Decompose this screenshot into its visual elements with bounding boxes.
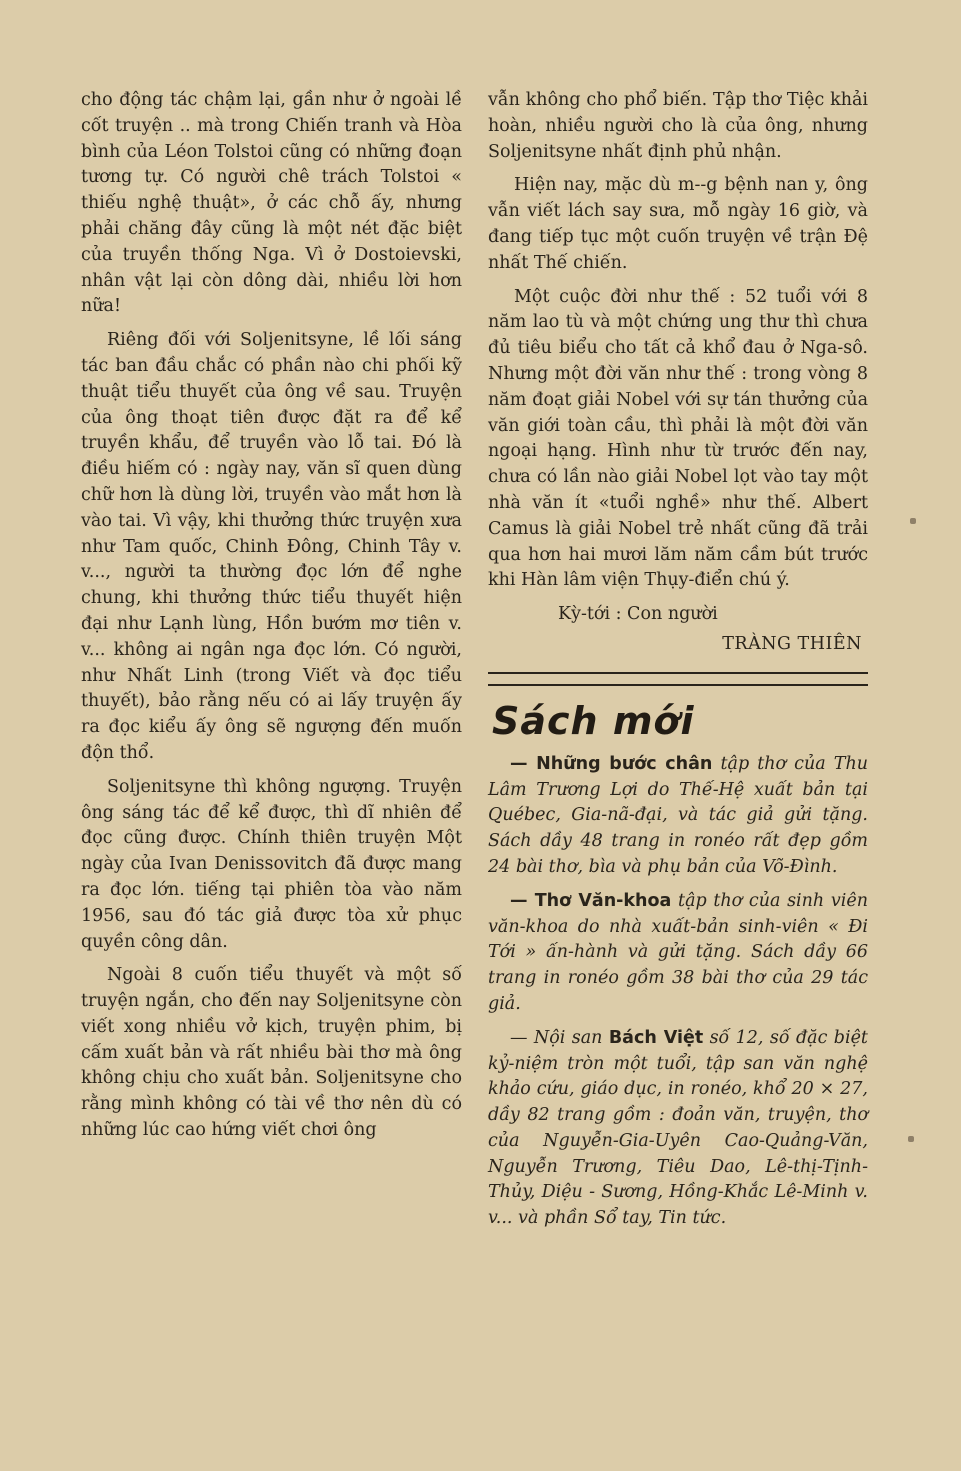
book-description: tập thơ của Thu Lâm Trương Lợi do Thế-Hệ xuất bản tại Québec, Gia-nã-đại, và tác giả gửi tặng. Sách dầy 48 trang in ronéo rất đẹp gồm 24 bài thơ, bìa và phụ bản của Võ-Đình. bbox=[488, 753, 868, 877]
article-paragraph: Soljenitsyne thì không ngượng. Truyện ông sáng tác để kể được, thì dĩ nhiên để đọc cũng được. Chính thiên truyện Một ngày của Ivan Denissovitch đã được mang ra đọc lớn. tiếng tại phiên tòa vào năm 1956, sau đó tác giả được tòa xử phục quyền công dân. bbox=[81, 776, 462, 952]
book-description: tập thơ của sinh viên văn-khoa do nhà xuất-bản sinh-viên « Đi Tới » ấn-hành và gửi tặng. Sách dầy 66 trang in ronéo gồm 38 bài thơ của 29 tác giả. bbox=[488, 890, 868, 1014]
article-paragraph: vẫn không cho phổ biến. Tập thơ Tiệc khải hoàn, nhiều người cho là của ông, nhưng Soljenitsyne nhất định phủ nhận. bbox=[488, 90, 868, 162]
book-title: — Những bước chân bbox=[510, 753, 713, 774]
article-paragraph: cho động tác chậm lại, gần như ở ngoài lề cốt truyện .. mà trong Chiến tranh và Hòa bình của Léon Tolstoi cũng có những đoạn tương tự. Có người chê trách Tolstoi « thiếu nghệ thuật», ở các chỗ ấy, nhưng phải chăng đây cũng là một nét đặc biệt của truyền thống Nga. Vì ở Dostoievski, nhân vật lại còn dông dài, nhiều lời hơn nữa! bbox=[81, 90, 462, 317]
book-title: Bách Việt bbox=[608, 1027, 704, 1048]
next-issue-note: Kỳ-tới : Con người bbox=[558, 604, 718, 625]
book-title: — Thơ Văn-khoa bbox=[510, 890, 672, 911]
author-signature: TRÀNG THIÊN bbox=[722, 633, 862, 654]
right-column bbox=[488, 88, 868, 1232]
section-divider bbox=[488, 672, 868, 686]
article-paragraph: Riêng đối với Soljenitsyne, lề lối sáng tác ban đầu chắc có phần nào chi phối kỹ thuật tiểu thuyết của ông về sau. Truyện của ông thoạt tiên được đặt ra để kể truyền khẩu, để truyền vào lỗ tai. Đó là điều hiếm có : ngày nay, văn sĩ quen dùng chữ hơn là dùng lời, truyền vào mắt hơn là vào tai. Vì vậy, khi thưởng thức truyện xưa như Tam quốc, Chinh Đông, Chinh Tây v. v..., người ta thường đọc lớn để nghe chung, khi thưởng thức tiểu thuyết hiện đại như Lạnh lùng, Hồn bướm mơ tiên v. v... không ai ngân nga đọc lớn. Có người, như Nhất Linh (trong Viết và đọc tiểu thuyết), bảo rằng nếu có ai lấy truyện ấy ra đọc kiểu ấy ông sẽ ngượng đến muốn độn thổ. bbox=[81, 330, 462, 763]
left-column bbox=[81, 88, 462, 1144]
article-paragraph: Ngoài 8 cuốn tiểu thuyết và một số truyện ngắn, cho đến nay Soljenitsyne còn viết xong nhiều vở kịch, truyện phim, bị cấm xuất bản và rất nhiều bài thơ mà ông không chịu cho xuất bản. Soljenitsyne cho rằng mình không có tài về thơ nên dù có những lúc cao hứng viết chơi ông bbox=[81, 965, 462, 1141]
book-description: số 12, số đặc biệt kỷ-niệm tròn một tuổi, tập san văn nghệ khảo cứu, giáo dục, in ronéo, khổ 20 × 27, dầy 82 trang gồm : đoản văn, truyện, thơ của Nguyễn-Gia-Uyên Cao-Quảng-Văn, Nguyễn Trương, Tiêu Dao, Lê-thị-Tịnh-Thủy, Diệu - Sương, Hồng-Khắc Lê-Minh v. v... và phần Sổ tay, Tin tức. bbox=[488, 1027, 868, 1229]
article-paragraph: Một cuộc đời như thế : 52 tuổi với 8 năm lao tù và một chứng ung thư thì chưa đủ tiêu biểu cho tất cả khổ đau ở Nga-sô. Nhưng một đời văn như thế : trong vòng 8 năm đoạt giải Nobel với sự tán thưởng của văn giới toàn cầu, thì phải là một đời văn ngoại hạng. Hình như từ trước đến nay, chưa có lần nào giải Nobel lọt vào tay một nhà văn ít «tuổi nghề» như thế. Albert Camus là giải Nobel trẻ nhất cũng đã trải qua hơn hai mươi lăm năm cầm bút trước khi Hàn lâm viện Thụy-điển chú ý. bbox=[488, 286, 868, 591]
book-entry bbox=[488, 889, 868, 1018]
book-entry bbox=[488, 1026, 868, 1232]
book-entry bbox=[488, 752, 868, 881]
print-mark bbox=[910, 518, 916, 524]
print-mark bbox=[908, 1136, 914, 1142]
article-paragraph: Hiện nay, mặc dù m‑‑g bệnh nan y, ông vẫn viết lách say sưa, mỗ ngày 16 giờ, và đang tiếp tục một cuốn truyện về trận Đệ nhất Thế chiến. bbox=[488, 175, 868, 273]
section-title: Sách mới bbox=[492, 698, 695, 743]
book-title-prefix: — Nội san bbox=[510, 1027, 603, 1048]
